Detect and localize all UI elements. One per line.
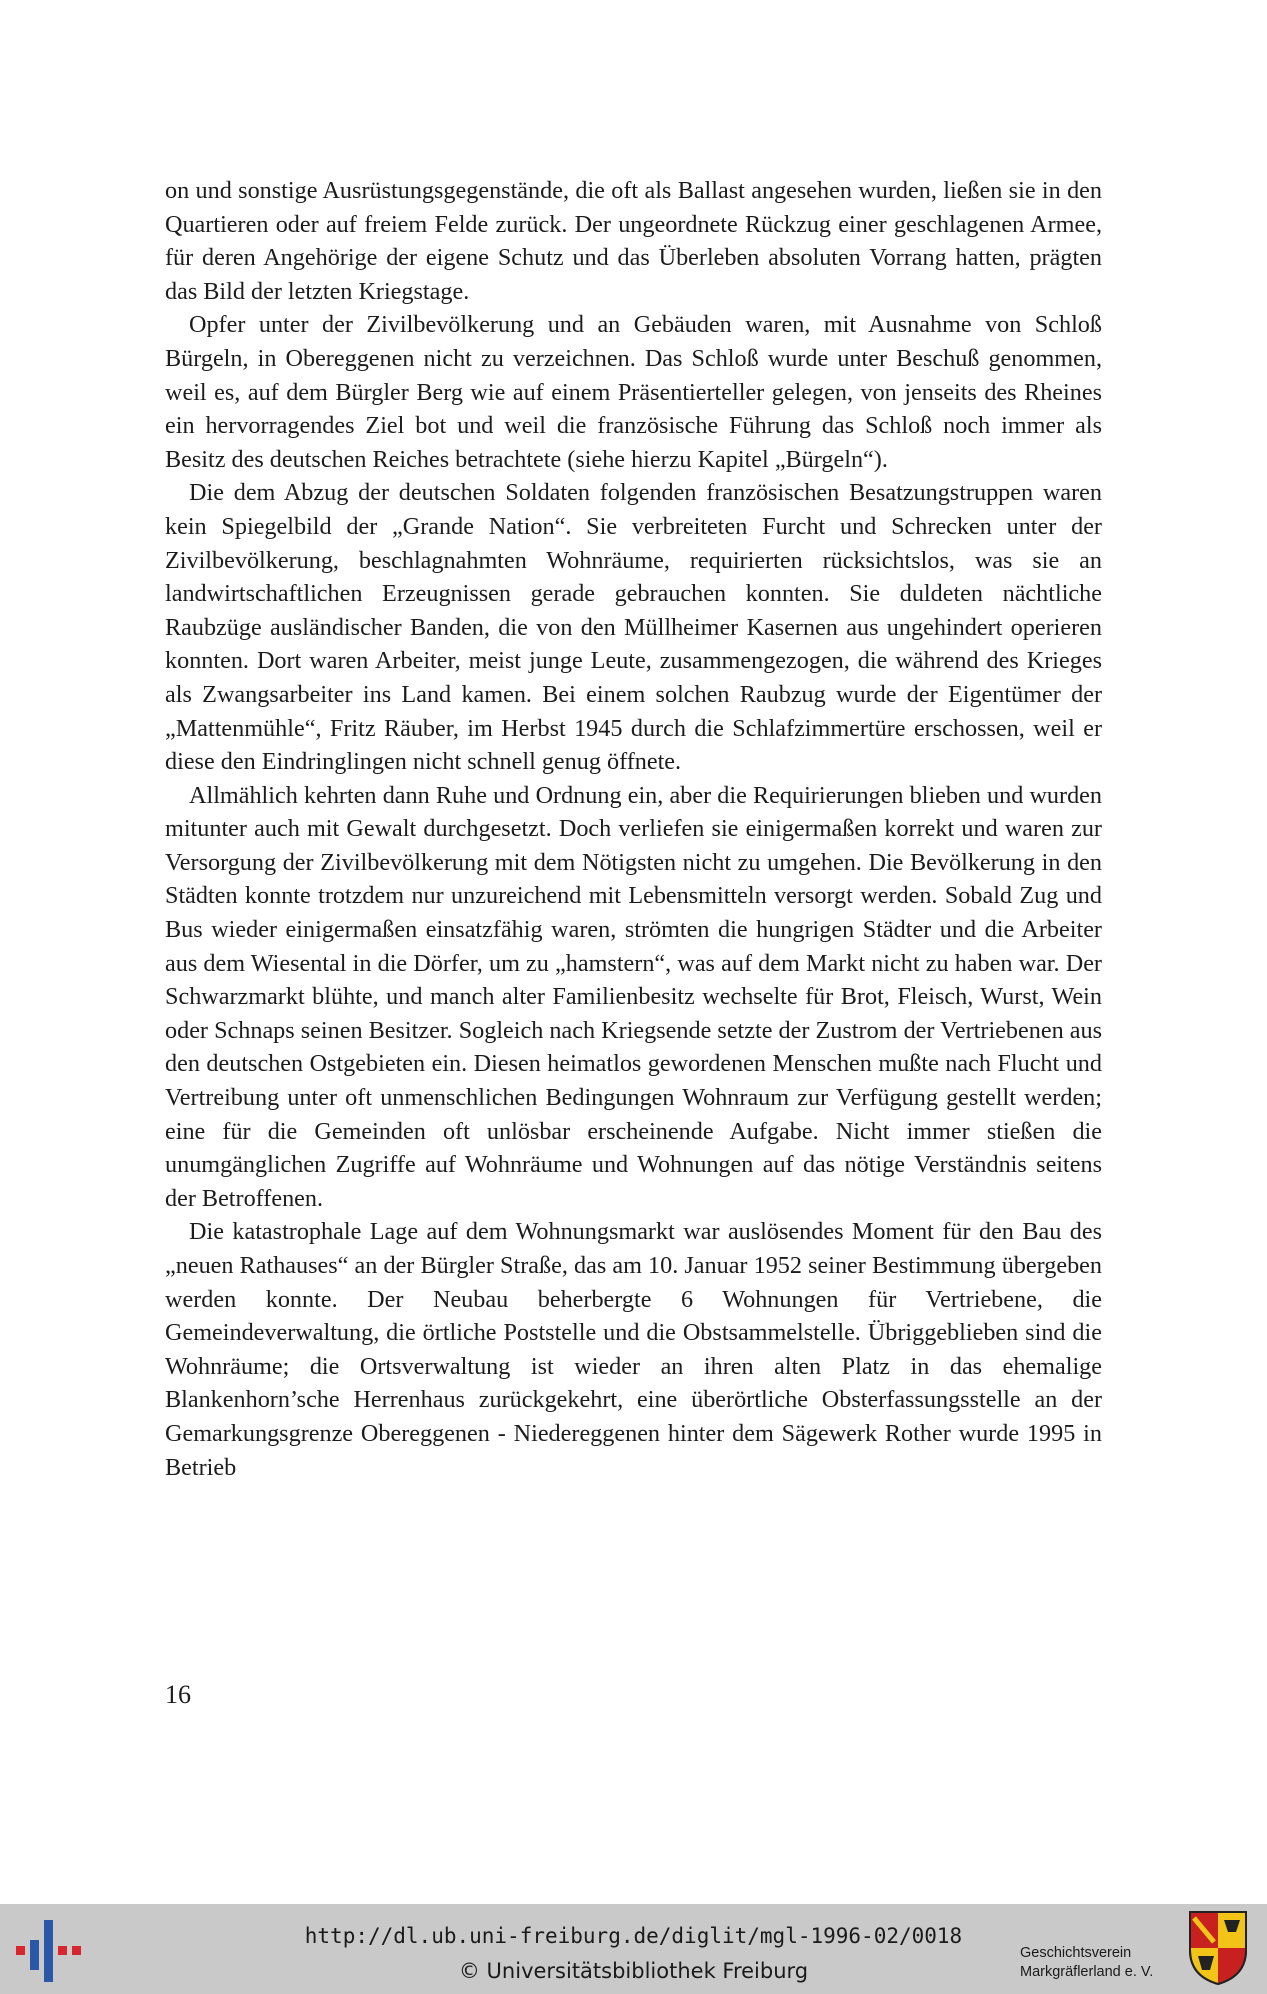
page-number: 16 — [165, 1680, 191, 1709]
paragraph-1: on und sonstige Ausrüstungsgegenstände, die oft als Ballast angesehen wurden, ließen sie in den Quartieren oder auf freiem Felde zurück. Der ungeordnete Rückzug einer geschlagenen Armee, für deren Angehörige der eigene Schutz und das Überleben absoluten Vorrang hatten, prägten das Bild der letzten Kriegstage. — [165, 177, 1102, 305]
paragraph-2: Opfer unter der Zivilbevölkerung und an Gebäuden waren, mit Ausnahme von Schloß Bürgeln, in Obereggenen nicht zu verzeichnen. Das Schloß wurde unter Beschuß genommen, weil es, auf dem Bürgler Berg wie auf einem Präsentierteller gelegen, von jenseits des Rheines ein hervorragendes Ziel bot und weil die französische Führung das Schloß noch immer als Besitz des deutschen Reiches betrachtete (siehe hierzu Kapitel „Bürgeln“). — [165, 311, 1102, 473]
markgraeflerland-crest-icon — [1188, 1910, 1248, 1986]
footer-bar — [0, 1904, 1267, 1994]
society-name — [1020, 1944, 1153, 1982]
paragraph-4: Allmählich kehrten dann Ruhe und Ordnung ein, aber die Requirierungen blieben und wurden mitunter auch mit Gewalt durchgesetzt. Doch verliefen sie einigermaßen korrekt und waren zur Versorgung der Zivilbevölkerung mit dem Nötigsten nicht zu umgehen. Die Bevölkerung in den Städten konnte trotzdem nur unzureichend mit Lebensmitteln versorgt werden. Sobald Zug und Bus wieder einigermaßen einsatzfähig waren, strömten die hungrigen Städter und die Arbeiter aus dem Wiesental in die Dörfer, um zu „hamstern“, was auf dem Markt nicht zu haben war. Der Schwarzmarkt blühte, und manch alter Familienbesitz wechselte für Brot, Fleisch, Wurst, Wein oder Schnaps seinen Besitzer. Sogleich nach Kriegsende setzte der Zustrom der Vertriebenen aus den deutschen Ostgebieten ein. Diesen heimatlos gewordenen Menschen mußte nach Flucht und Vertreibung unter oft unmenschlichen Bedingungen Wohnraum zur Verfügung gestellt werden; eine für die Gemeinden oft unlösbar erscheinende Aufgabe. Nicht immer stießen die unumgänglichen Zugriffe auf Wohnräume und Wohnungen auf das nötige Verständnis seitens der Betroffenen. — [165, 781, 1102, 1212]
body-text — [165, 174, 1102, 1484]
footer-copyright: © Universitätsbibliothek Freiburg — [458, 1959, 809, 1983]
paragraph-3: Die dem Abzug der deutschen Soldaten folgenden französischen Besatzungstruppen waren kein Spiegelbild der „Grande Nation“. Sie verbreiteten Furcht und Schrecken unter der Zivilbevölkerung, beschlagnahmten Wohnräume, requirierten rücksichtslos, was sie an landwirtschaftlichen Erzeugnissen gerade gebrauchen konnten. Sie duldeten nächtliche Raubzüge ausländischer Banden, die von den Müllheimer Kasernen aus ungehindert operieren konnten. Dort waren Arbeiter, meist junge Leute, zusammengezogen, die während des Krieges als Zwangsarbeiter ins Land kamen. Bei einem solchen Raubzug wurde der Eigentümer der „Mattenmühle“, Fritz Räuber, im Herbst 1945 durch die Schlafzimmertüre erschossen, weil er diese den Eindringlingen nicht schnell genug öffnete. — [165, 479, 1102, 776]
society-name-line-1: Geschichtsverein — [1020, 1945, 1132, 1961]
society-name-line-2: Markgräflerland e. V. — [1020, 1964, 1154, 1980]
footer-url-link[interactable]: http://dl.ub.uni-freiburg.de/diglit/mgl-1996-02/0018 — [304, 1924, 963, 1948]
paragraph-5: Die katastrophale Lage auf dem Wohnungsmarkt war auslösendes Moment für den Bau des „neuen Rathauses“ an der Bürgler Straße, das am 10. Januar 1952 seiner Bestimmung übergeben werden konnte. Der Neubau beherbergte 6 Wohnungen für Vertriebene, die Gemeindeverwaltung, die örtliche Poststelle und die Obstsammelstelle. Übriggeblieben sind die Wohnräume; die Ortsverwaltung ist wieder an ihren alten Platz in das ehemalige Blankenhorn’sche Herrenhaus zurückgekehrt, eine überörtliche Obsterfassungsstelle an der Gemarkungsgrenze Obereggenen - Niedereggenen hinter dem Sägewerk Rother wurde 1995 in Betrieb — [165, 1218, 1102, 1481]
